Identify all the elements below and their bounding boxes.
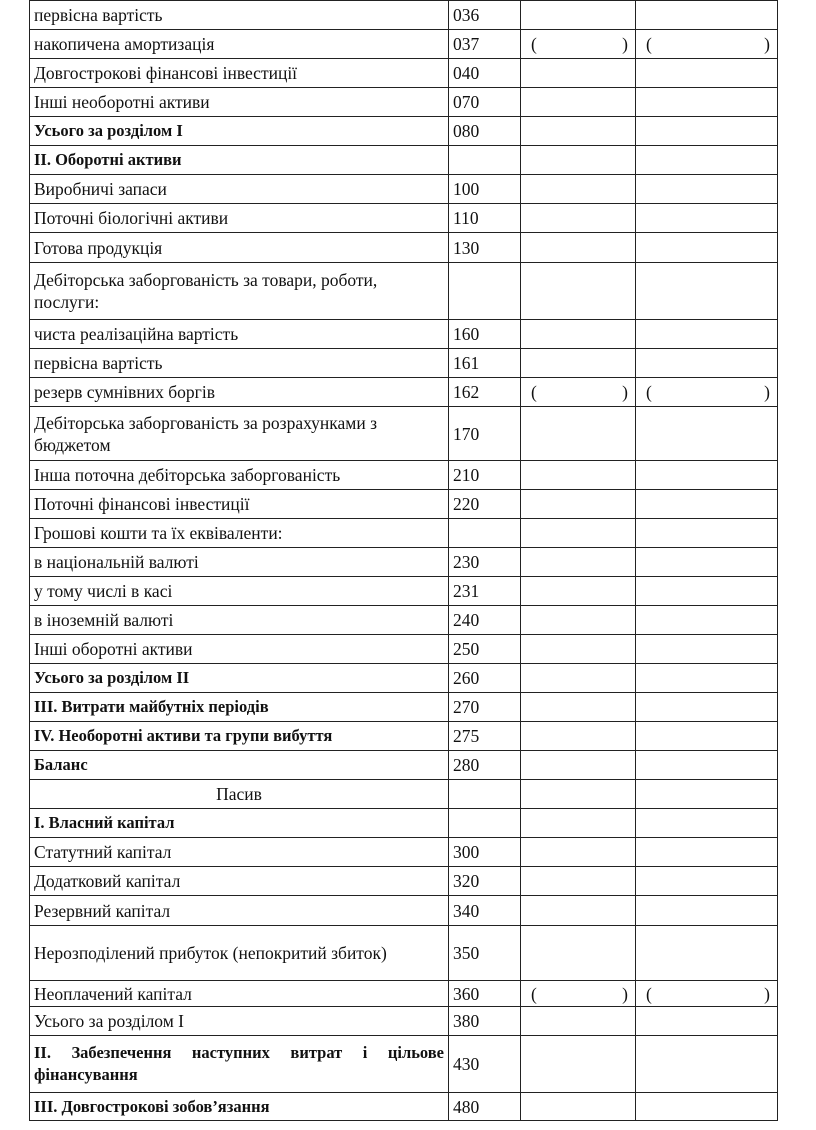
open-bracket: ( [646,34,652,54]
row-label: III. Витрати майбутніх періодів [30,693,449,722]
row-label: Дебіторська заборгованість за товари, роботи, послуги: [30,263,449,320]
value-end-cell [636,461,778,490]
row-label: Виробничі запаси [30,175,449,204]
value-end-cell [636,1036,778,1093]
row-code: 231 [449,577,521,606]
value-start-cell [521,838,636,867]
value-start-cell [521,635,636,664]
row-label: IV. Необоротні активи та групи вибуття [30,722,449,751]
row-code: 360 [449,981,521,1007]
row-code [449,146,521,175]
close-bracket: ) [764,34,770,54]
row-code: 340 [449,896,521,926]
table-row [30,233,778,263]
value-end-cell [636,233,778,263]
value-end-cell [636,407,778,461]
value-end-cell [636,320,778,349]
value-end-cell [636,117,778,146]
value-end-cell [636,490,778,519]
value-end-cell [636,1,778,30]
value-end-cell [636,981,778,1007]
value-end-cell [636,30,778,59]
value-end-cell [636,263,778,320]
row-label: Інші оборотні активи [30,635,449,664]
close-bracket: ) [622,983,628,1004]
row-code: 280 [449,751,521,780]
row-code: 430 [449,1036,521,1093]
value-start-cell [521,204,636,233]
value-end-cell [636,838,778,867]
table-row [30,981,778,1007]
value-end-cell [636,693,778,722]
row-code: 240 [449,606,521,635]
table-row [30,838,778,867]
value-start-cell [521,175,636,204]
value-start-cell [521,926,636,981]
row-label: Статутний капітал [30,838,449,867]
row-code: 270 [449,693,521,722]
row-label: Готова продукція [30,233,449,263]
value-end-cell [636,88,778,117]
value-start-cell [521,693,636,722]
row-label: чиста реалізаційна вартість [30,320,449,349]
row-label: Баланс [30,751,449,780]
value-end-cell [636,577,778,606]
close-bracket: ) [764,382,770,402]
row-label: накопичена амортизація [30,30,449,59]
row-code: 210 [449,461,521,490]
value-start-cell [521,349,636,378]
row-code: 162 [449,378,521,407]
value-end-cell [636,926,778,981]
table-row [30,378,778,407]
row-label: резерв сумнівних боргів [30,378,449,407]
table-row [30,263,778,320]
value-start-cell [521,461,636,490]
negative-value-brackets [640,33,773,55]
table-row [30,751,778,780]
balance-sheet-page [29,0,777,1121]
value-start-cell [521,1036,636,1093]
table-row [30,59,778,88]
table-row [30,722,778,751]
negative-value-brackets [640,983,773,1005]
row-label: первісна вартість [30,349,449,378]
table-row [30,88,778,117]
open-bracket: ( [531,34,537,54]
row-code: 036 [449,1,521,30]
value-end-cell [636,59,778,88]
value-start-cell [521,809,636,838]
open-bracket: ( [531,382,537,402]
close-bracket: ) [764,983,770,1004]
row-label: Додатковий капітал [30,867,449,896]
value-start-cell [521,320,636,349]
row-code [449,780,521,809]
value-end-cell [636,1093,778,1121]
value-end-cell [636,519,778,548]
value-start-cell [521,490,636,519]
row-label: Грошові кошти та їх еквіваленти: [30,519,449,548]
value-end-cell [636,548,778,577]
value-start-cell [521,1007,636,1036]
row-label: у тому числі в касі [30,577,449,606]
row-code: 037 [449,30,521,59]
row-label: в національній валюті [30,548,449,577]
value-end-cell [636,751,778,780]
row-label: I. Власний капітал [30,809,449,838]
table-row [30,1036,778,1093]
table-row [30,635,778,664]
balance-table [29,0,778,1121]
table-row [30,519,778,548]
row-label: в іноземній валюті [30,606,449,635]
table-row [30,407,778,461]
value-start-cell [521,577,636,606]
row-label: первісна вартість [30,1,449,30]
value-start-cell [521,981,636,1007]
row-code: 300 [449,838,521,867]
table-row [30,175,778,204]
row-code: 040 [449,59,521,88]
table-row [30,146,778,175]
value-start-cell [521,407,636,461]
value-start-cell [521,780,636,809]
value-end-cell [636,349,778,378]
table-row [30,577,778,606]
value-start-cell [521,88,636,117]
row-code: 160 [449,320,521,349]
table-row [30,809,778,838]
value-end-cell [636,146,778,175]
value-start-cell [521,1093,636,1121]
table-row [30,664,778,693]
table-row [30,1,778,30]
value-end-cell [636,780,778,809]
value-start-cell [521,867,636,896]
row-code: 350 [449,926,521,981]
value-end-cell [636,896,778,926]
table-row [30,490,778,519]
row-code: 100 [449,175,521,204]
row-code: 230 [449,548,521,577]
row-code: 161 [449,349,521,378]
row-code [449,519,521,548]
row-code: 070 [449,88,521,117]
row-code: 260 [449,664,521,693]
value-start-cell [521,722,636,751]
value-start-cell [521,519,636,548]
row-label: Поточні фінансові інвестиції [30,490,449,519]
negative-value-brackets [525,381,631,403]
value-start-cell [521,233,636,263]
negative-value-brackets [525,33,631,55]
value-end-cell [636,204,778,233]
table-row [30,780,778,809]
row-label: Усього за розділом I [30,1007,449,1036]
table-row [30,117,778,146]
row-label: Поточні біологічні активи [30,204,449,233]
table-row [30,204,778,233]
table-row [30,461,778,490]
value-end-cell [636,1007,778,1036]
row-label: Інші необоротні активи [30,88,449,117]
row-code: 250 [449,635,521,664]
row-code: 480 [449,1093,521,1121]
row-code: 110 [449,204,521,233]
value-end-cell [636,635,778,664]
row-label: II. Забезпечення наступних витрат і цільове фінансування [30,1036,449,1093]
value-end-cell [636,809,778,838]
row-label: Дебіторська заборгованість за розрахунками з бюджетом [30,407,449,461]
row-code: 130 [449,233,521,263]
row-code: 080 [449,117,521,146]
value-start-cell [521,30,636,59]
row-label: Усього за розділом I [30,117,449,146]
table-row [30,896,778,926]
value-start-cell [521,146,636,175]
row-code [449,809,521,838]
row-label: Резервний капітал [30,896,449,926]
table-row [30,693,778,722]
value-end-cell [636,378,778,407]
value-start-cell [521,1,636,30]
row-label: Нерозподілений прибуток (непокритий збиток) [30,926,449,981]
row-code: 170 [449,407,521,461]
close-bracket: ) [622,382,628,402]
negative-value-brackets [525,983,631,1005]
value-end-cell [636,722,778,751]
table-row [30,349,778,378]
value-start-cell [521,59,636,88]
table-row [30,867,778,896]
value-end-cell [636,867,778,896]
value-start-cell [521,117,636,146]
open-bracket: ( [646,983,652,1004]
row-code [449,263,521,320]
row-code: 275 [449,722,521,751]
row-label: Усього за розділом II [30,664,449,693]
value-end-cell [636,664,778,693]
row-label: III. Довгострокові зобов’язання [30,1093,449,1121]
close-bracket: ) [622,34,628,54]
value-start-cell [521,664,636,693]
row-label: Інша поточна дебіторська заборгованість [30,461,449,490]
value-start-cell [521,378,636,407]
negative-value-brackets [640,381,773,403]
row-code: 320 [449,867,521,896]
row-code: 220 [449,490,521,519]
value-start-cell [521,751,636,780]
open-bracket: ( [646,382,652,402]
row-code: 380 [449,1007,521,1036]
table-row [30,30,778,59]
value-start-cell [521,606,636,635]
value-end-cell [636,606,778,635]
table-row [30,320,778,349]
table-row [30,1007,778,1036]
row-label: II. Оборотні активи [30,146,449,175]
value-start-cell [521,263,636,320]
table-row [30,1093,778,1121]
row-label: Неоплачений капітал [30,981,449,1007]
open-bracket: ( [531,983,537,1004]
table-row [30,926,778,981]
table-row [30,606,778,635]
value-start-cell [521,548,636,577]
row-label: Довгострокові фінансові інвестиції [30,59,449,88]
table-row [30,548,778,577]
balance-table-body [30,1,778,1121]
value-end-cell [636,175,778,204]
value-start-cell [521,896,636,926]
row-label: Пасив [30,780,449,809]
